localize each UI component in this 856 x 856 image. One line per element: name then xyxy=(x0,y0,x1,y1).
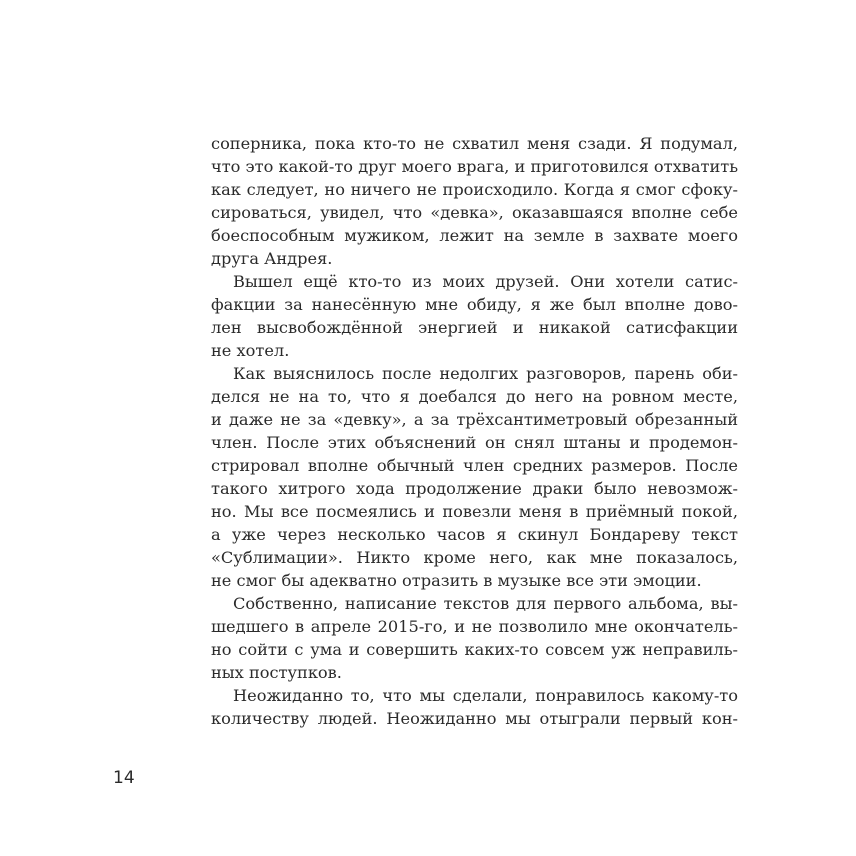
text-line: сироваться, увидел, что «девка», оказавшаяся вполне себе xyxy=(211,203,738,222)
text-line: ных поступков. xyxy=(211,663,342,682)
text-line: делся не на то, что я доебался до него на ровном месте, xyxy=(211,387,738,406)
text-line: такого хитрого хода продолжение драки было невозмож- xyxy=(211,479,738,498)
text-line: лен высвобождённой энергией и никакой сатисфакции xyxy=(211,318,738,337)
text-line: не хотел. xyxy=(211,341,290,360)
text-line: Неожиданно то, что мы сделали, понравилось какому-то xyxy=(233,686,738,705)
text-line: стрировал вполне обычный член средних размеров. После xyxy=(211,456,738,475)
text-line: соперника, пока кто-то не схватил меня сзади. Я подумал, xyxy=(211,134,738,153)
text-line: друга Андрея. xyxy=(211,249,333,268)
text-line: количеству людей. Неожиданно мы отыграли первый кон- xyxy=(211,709,738,728)
body-text xyxy=(211,132,738,730)
page-number: 14 xyxy=(113,768,135,788)
text-line: член. После этих объяснений он снял штаны и продемон- xyxy=(211,433,738,452)
text-line: Как выяснилось после недолгих разговоров, парень оби- xyxy=(233,364,738,383)
text-line: что это какой-то друг моего врага, и приготовился отхватить xyxy=(211,157,739,176)
text-line: как следует, но ничего не происходило. Когда я смог сфоку- xyxy=(211,180,738,199)
text-line: не смог бы адекватно отразить в музыке все эти эмоции. xyxy=(211,571,702,590)
text-line: и даже не за «девку», а за трёхсантиметровый обрезанный xyxy=(211,410,738,429)
text-line: шедшего в апреле 2015-го, и не позволило мне окончатель- xyxy=(211,617,738,636)
text-line: но сойти с ума и совершить каких-то совсем уж неправиль- xyxy=(211,640,738,659)
text-line: факции за нанесённую мне обиду, я же был вполне дово- xyxy=(211,295,738,314)
text-line: а уже через несколько часов я скинул Бондареву текст xyxy=(211,525,738,544)
text-line: Вышел ещё кто-то из моих друзей. Они хотели сатис- xyxy=(233,272,738,291)
text-line: но. Мы все посмеялись и повезли меня в приёмный покой, xyxy=(211,502,738,521)
text-line: боеспособным мужиком, лежит на земле в захвате моего xyxy=(211,226,738,245)
text-line: Собственно, написание текстов для первого альбома, вы- xyxy=(233,594,738,613)
text-line: «Сублимации». Никто кроме него, как мне показалось, xyxy=(211,548,738,567)
